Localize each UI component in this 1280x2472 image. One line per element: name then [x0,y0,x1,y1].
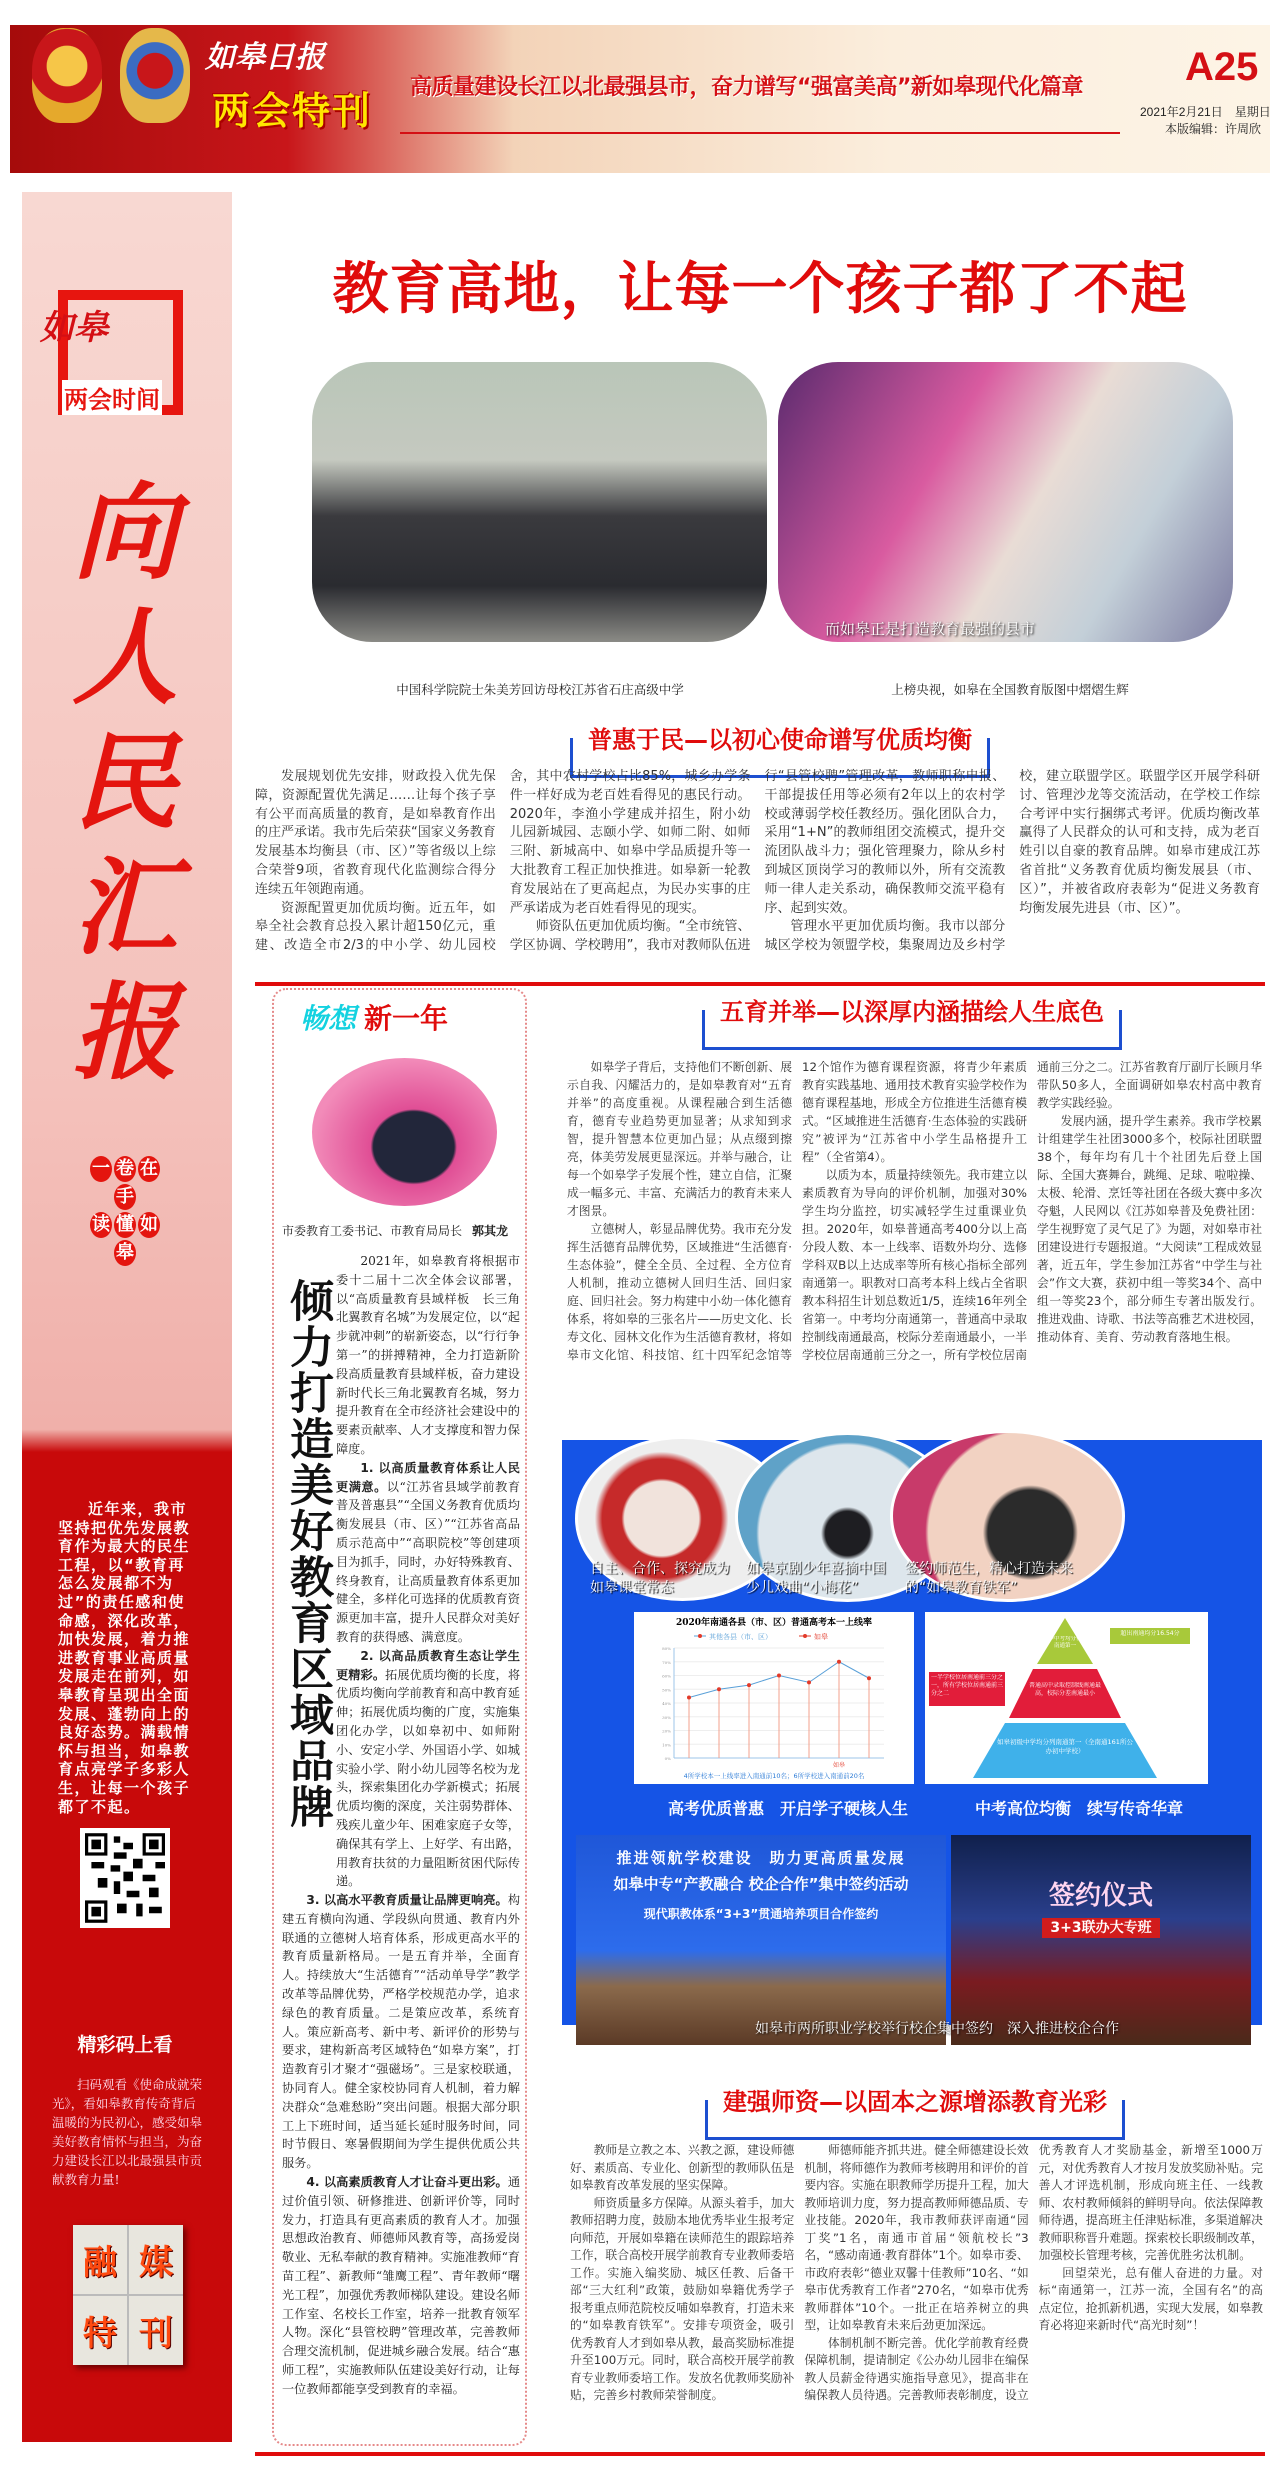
pyramid-caption: 中考高位均衡 续写传奇华章 [975,1799,1184,1818]
banner-text: 现代职教体系“3+3”贯通培养项目合作签约 [643,1907,879,1921]
legend-label: 其他各县（市、区） [709,1633,772,1641]
paragraph: 资源配置更加优质均衡。近五年，如皋全社会教育总投入累计超150亿元，重建、改造全市2/3的中小学、幼儿园校舍，其中农村学校占比85%，城乡办学条件一样好成为老百姓看得见的惠民行动。2020年，李渔小学建成并招生，附小幼儿园新城园、志颐小学、如师二附、如师三附、新城高中、如皋中学品质提升等一大批教育工程正加快推进。如皋新一轮教育发展站在了更高起点，为民办实事的庄严承诺成为老百姓看得见的现实。 [255,769,751,954]
qr-code[interactable] [80,1828,170,1928]
legend-marker [698,1634,702,1638]
paragraph: 以质为本，质量持续领先。我市建立以素质教育为导向的评价机制，加强对30%学生均分监控，切实减轻学生过重课业负担。2020年，如皋普通高考400分以上高分段人数、本一上线率、语数外均分、选修学科双B以上达成率等所有核心指标全部列南通第一。职教对口高考本科上线占全省职教本科招生计划总数近1/5，连续16年列全省第一。中考均分南通第一，普通高中录取控制线南通最高，校际分差南通最小，一半学校位居南通前三分之一，所有学校位居南通前三分之二。江苏省教育厅副厅长顾月华带队50多人，全面调研如皋农村高中教育教学实践经验。 [802,1060,1262,1362]
data-point [867,1676,871,1680]
sidebar-calligraphy-title: 向人民汇报 [72,470,178,1094]
stamp-char: 皋 [114,1240,136,1266]
stamp-char: 读 [90,1212,112,1238]
issue-date: 2021年2月21日 星期日 [1140,105,1271,119]
item-body: 构建五育横向沟通、学段纵向贯通、教育内外联通的立德树人培育体系，形成更高水平的教育质量新格局。一是五育并举，全面育人。持续放大“生活德育”“活动单导学”教学改革等品牌优势，严格学校规范办学，追求绿色的教育质量。二是策应改革，系统育人。策应新高考、新中考、新评价的形势与要求，建构新高考区域特色“如皋方案”，打造教育引才聚才“强磁场”。三是家校联通，协同育人。健全家校协同育人机制，着力解决群众“急难愁盼”突出问题。根据大部分职工上下班时间，适当延长延时服务时间，同时节假日、寒暑假期间为学生提供优质公共服务。 [282,1893,520,2171]
pyramid-svg [925,1612,1208,1784]
interview-vertical-title: 倾力打造美好教育区域品牌 [282,1278,333,1830]
item-title: 1. 以高质量教育体系让人民更满意。 [336,1460,520,1494]
item-title: 3. 以高水平教育质量让品牌更响亮。 [306,1893,508,1908]
circle-caption: 签约师范生，精心打造未来的“如皋教育铁军” [905,1561,1073,1596]
pyramid-top-text: 如皋中考均分位列南通第一 [1043,1636,1087,1649]
portrait-photo [312,1058,497,1206]
section-heading-teachers [705,2088,1125,2140]
page-title: 教育高地，让每一个孩子都了不起 [332,257,1188,322]
item-title: 2. 以高品质教育生态让学生更精彩。 [336,1648,520,1682]
page-editor: 本版编辑：许周欣 [1165,122,1262,136]
banner-text: 签约仪式 [1048,1881,1153,1911]
paragraph: 教师是立教之本、兴教之源，建设师德好、素质高、专业化、创新型的教师队伍是如皋教育改革发展的坚实保障。 [570,2143,795,2192]
stamp-char: 如 [138,1212,160,1238]
stamp-char: 卷 [114,1156,136,1182]
tile: 刊 [129,2296,183,2365]
banner-text: 3+3联办大专班 [1042,1918,1159,1938]
qr-code-icon [85,1833,165,1923]
y-tick-label: 80% [662,1646,671,1651]
stamp-char: 一 [90,1156,112,1182]
photo-caption: 如皋市两所职业学校举行校企集中签约 深入推进校企合作 [755,2021,1119,2037]
cppcc-emblem-icon [120,28,190,123]
item-body: 拓展优质均衡的长度，将优质均衡向学前教育和高中教育延伸；拓展优质均衡的广度，实施集团化办学，以如皋初中、如师附小、安定小学、外国语小学、如城实验小学、附小幼儿园等名校为龙头，探索集团化办学新模式；拓展优质均衡的深度，关注弱势群体、残疾儿童少年、困难家庭子女等，确保其有学上、上好学、有出路，用教育扶贫的力量阻断贫困代际传递。 [336,1667,521,1889]
y-tick-label: 60% [662,1673,671,1679]
y-tick-label: 20% [662,1728,671,1734]
legend-label: 如皋 [814,1633,828,1641]
y-tick-label: 70% [662,1659,671,1665]
y-tick-label: 50% [662,1687,671,1693]
pyramid-diagram [925,1612,1208,1784]
section-heading-five-education [702,998,1122,1050]
data-point [717,1687,721,1691]
banner-text: 推进领航学校建设 助力更高质量发展 [616,1849,906,1867]
paragraph: 体制机制不断完善。优化学前教育经费保障机制，提请制定《公办幼儿园非在编保教人员薪金待遇实施指导意见》，提高非在编保教人员待遇。完善教师表彰制度，设立优秀教育人才奖励基金，新增至1000万元，对优秀教育人才按月发放奖励补贴。完善人才评选机制，形成向班主任、一线教师、农村教师倾斜的鲜明导向。依法保障教师待遇，提高班主任津贴标准，多渠道解决教师职称晋升难题。探索校长职级制改革，加强校长管理考核，完善优胜劣汰机制。 [804,2143,1263,2402]
paragraph: 立德树人，彰显品牌优势。我市充分发挥生活德育品牌优势，区域推进“生活德育·生态体验”，健全全员、全过程、全方位育人机制，推动立德树人回归生活、回归家庭、回归社会。努力构建中小幼一体化德育体系，将如皋的三张名片——历史文化、长寿文化、园林文化作为生活德育教材，将如皋市文化馆、科技馆、红十四军纪念馆等12个馆作为德育课程资源，将青少年素质教育实践基地、通用技术教育实验学校作为德育课程基地，形成全方位推进生活德育模式。“区域推进生活德育·生态体验的实践研究”被评为“江苏省中小学生品格提升工程”（全省第4）。 [567,1060,1027,1362]
paragraph: 发展内涵，提升学生素养。我市学校累计组建学生社团3000多个，校际社团联盟38个，每年均有几十个社团先后登上国际、全国大赛舞台，跳绳、足球、啦啦操、太极、轮滑、烹饪等社团在各级大赛中多次夺魁，人民网以《江苏如皋普及免费社团：学生视野宽了灵气足了》为题，对如皋市社团建设进行专题报道。“大阅读”工程成效显著，近五年，学生参加江苏省“中学生与社会”作文大赛，获初中组一等奖34个、高中组一等奖23个，部分师生专著出版发行。推进戏曲、诗歌、书法等高雅艺术进校园，推动体育、美育、劳动教育落地生根。 [1037,1114,1262,1344]
pyramid-middle-text: 普通高中录取控制线南通最高，校际分差南通最小 [1028,1682,1101,1697]
photo-caption: 上榜央视，如皋在全国教育版图中熠熠生辉 [891,682,1129,697]
photo-academician-visit [312,362,767,642]
paragraph: 2021年，如皋教育将根据市委十二届十二次全体会议部署，以“高质量教育县域样板 长三角北翼教育名城”为发展定位，以“起步就冲刺”的崭新姿态，以“行行争第一”的拼搏精神，全力打造新阶段高质量教育县域样板，奋力建设新时代长三角北翼教育名城，努力提升教育在全市经济社会建设中的要素贡献率、人才支撑度和智力保障度。 [336,1254,520,1456]
person-name: 郭其龙 [472,1224,509,1238]
circle-caption: 自主、合作、探究成为如皋课堂常态 [590,1561,730,1596]
section-body [567,1058,1262,1364]
photo-overlay-text: 而如皋正是打造教育最强的县市 [825,620,1036,638]
divider [255,2452,1265,2456]
sidebar-logo-script: 如皋 [40,308,108,348]
stamp-char: 在 [138,1156,160,1182]
newspaper-logo: 如皋日报 [205,40,325,75]
chart-caption: 高考优质普惠 开启学子硬核人生 [668,1799,909,1818]
section-heading-text: 建强师资—以固本之源增添教育光彩 [715,2082,1115,2118]
page-number: A25 [1185,45,1259,89]
photo-signing-ceremony [576,1835,946,2045]
paragraph: 发展规划优先安排，财政投入优先保障，资源配置优先满足……让每个孩子享有公平而高质量的教育，是如皋教育作出的庄严承诺。我市先后荣获“国家义务教育发展基本均衡县（市、区）”等省级以上综合荣誉9项，省教育现代化监测综合得分连续五年领跑南通。 [255,769,496,897]
item-body: 通过价值引领、研修推进、创新评价等，同时发力，打造具有更高素质的教育人才。加强思想政治教育、师德师风教育等，高扬爱岗敬业、无私奉献的教育精神。实施准教师“育苗工程”、新教师“雏鹰工程”、青年教师“曙光工程”，加强优秀教师梯队建设。建设名师工作室、名校长工作室，培养一批教育领军人物。深化“县管校聘”管理改革，完善教师合理交流机制，促进城乡融合发展。结合“惠师工程”，实施教师队伍建设美好行动，让每一位教师都能享受到教育的幸福。 [282,2175,520,2396]
line-chart [634,1612,914,1784]
section-heading-text: 五育并举—以深厚内涵描绘人生底色 [712,992,1112,1028]
photo-caption: 中国科学院院士朱美芳回访母校江苏省石庄高级中学 [396,682,684,697]
headline-rule [400,132,1120,134]
data-point [687,1696,691,1700]
media-special-tiles [73,2225,183,2365]
y-tick-label: 10% [662,1742,671,1748]
interview-heading-b: 新一年 [364,1002,449,1035]
photo-cctv-report [778,362,1233,642]
sidebar-logo-text: 两会时间 [62,380,162,415]
banner-headline: 高质量建设长江以北最强县市，奋力谱写“强富美高”新如皋现代化篇章 [410,75,1083,100]
special-edition-label: 两会特刊 [212,89,373,133]
chart-title: 2020年南通各县（市、区）普通高考本一上线率 [675,1618,873,1628]
section-body [255,768,1260,956]
pyramid-middle-tag: 一半学校位居南通前三分之一，所有学校位居南通前三分之二 [931,1674,1003,1697]
item-title: 4. 以高素质教育人才让奋斗更出彩。 [306,2175,508,2190]
paragraph: 师德师能齐抓共进。健全师德建设长效机制，将师德作为教师考核聘用和评价的首要内容。实施在职教师学历提升工程，加大教师培训力度，努力提高教师师德品质、专业技能。2020年，我市教师获评南通“园丁奖”1名，南通市首届“领航校长”3名，“感动南通·教育群体”1个。如皋市委、市政府表彰“德业双馨十佳教师”10名、“如皋市优秀教育工作者”270名，“如皋市优秀教师群体”10个。一批正在培养树立的典型，让如皋教育未来后劲更加深远。 [804,2143,1029,2332]
data-point [747,1683,751,1687]
section-body [570,2142,1263,2405]
chart-svg [634,1612,914,1784]
banner-text: 如皋中专“产教融合 校企合作”集中签约活动 [613,1875,909,1893]
person-title: 市委教育工委书记、市教育局局长 [282,1224,463,1238]
y-tick-label: 0% [664,1756,671,1761]
paragraph: 师资队伍更加优质均衡。“全市统管、学区协调、学校聘用”，我市对教师队伍进行“县管校聘”管理改革，教师职称申报、干部提拔任用等必须有2年以上的农村学校或薄弱学校任教经历。强化团队合力，采用“1+N”的教师组团交流模式，提升交流团队战斗力；强化管理聚力，除从乡村到城区顶岗学习的教师以外，所有交流教师一律人走关系动，确保教师交流平稳有序、起到实效。 [509,769,1006,954]
tile: 融 [73,2225,127,2294]
paragraph: 师资质量多方保障。从源头着手，加大教师招聘力度，鼓励本地优秀毕业生报考定向师范，开展如皋籍在读师范生的跟踪培养工作，联合高校开展学前教育专业教师委培工作。实施入编奖励、城区任教、后备干部“三大红利”政策，鼓励如皋籍优秀学子报考重点师范院校反哺如皋教育，打造未来的“如皋教育铁军”。安排专项资金，吸引优秀教育人才到如皋从教，最高奖励标准提升至100万元。同时，联合高校开展学前教育专业教师委培工作。发放名优教师奖励补贴，完善乡村教师荣誉制度。 [570,2195,795,2402]
interview-heading-a: 畅想 [300,1002,357,1035]
y-tick-label: 40% [662,1701,671,1706]
divider [255,982,1265,986]
section-heading-text: 普惠于民—以初心使命谱写优质均衡 [580,720,980,756]
stamp-char: 手 [114,1184,136,1210]
data-point [837,1660,841,1664]
photo-contract-class [951,1835,1251,2045]
interview-body [282,1252,520,2399]
stamp-char: 懂 [114,1212,136,1238]
paragraph: 管理水平更加优质均衡。我市以部分城区学校为领盟学校，集聚周边及乡村学校，建立联盟学区。联盟学区开展学科研讨、管理沙龙等交流活动，在学校工作综合考评中实行捆绑式考评。优质均衡改革赢得了人民群众的认可和支持，成为老百姓引以自豪的教育品牌。如皋市建成江苏省首批“义务教育优质均衡发展县（市、区）”，并被省政府表彰为“促进义务教育均衡发展先进县（市、区）”。 [764,769,1260,954]
circle-caption: 如皋京剧少年喜摘中国少儿戏曲“小梅花” [746,1561,886,1596]
pyramid-top-tag: 超出南通均分16.54分 [1120,1630,1180,1637]
portrait-caption [282,1222,508,1239]
tile: 特 [73,2296,127,2365]
y-tick-label: 30% [662,1714,671,1720]
item-body: 以“江苏省县域学前教育普及普惠县”“全国义务教育优质均衡发展县（市、区）”“江苏省高品质示范高中”“高职院校”等创建项目为抓手，同时，办好特殊教育、终身教育，让高质量教育体系更加健全，多样化可选择的优质教育资源更加丰富，提升人民群众对美好教育的获得感、满意度。 [336,1479,521,1644]
qr-title: 精彩码上看 [77,2034,173,2056]
pyramid-bottom-text: 如皋初级中学均分列南通第一（全南通161所公办初中学校） [997,1738,1133,1755]
chart-footnote: 4所学校本一上线率进入南通前10名；6所学校进入南通前20名 [683,1772,865,1780]
sidebar-stamp [80,1155,170,1267]
sidebar-intro: 近年来，我市坚持把优先发展教育作为最大的民生工程，以“教育再怎么发展都不为过”的责任感和使命感，深化改革，加快发展，着力推进教育事业高质量发展走在前列，如皋教育呈现出全面发展、蓬勃向上的良好态势。满载情怀与担当，如皋教育点亮学子多彩人生，让每一个孩子都了不起。 [58,1500,191,1816]
interview-heading [300,997,448,1037]
tile: 媒 [129,2225,183,2294]
legend-marker [803,1634,807,1638]
data-point [777,1674,781,1678]
paragraph: 如皋学子背后，支持他们不断创新、展示自我、闪耀活力的，是如皋教育对“五育并举”的高度重视。从课程融合到生活德育，德育专业趋势更加显著；从求知到求智，提升智慧本位更加凸显；从点缀到擦亮，体美劳发展更显深远。并举与融合，让每一个如皋学子发展个性，建立自信，汇聚成一幅多元、丰富、充满活力的教育未来人才图景。 [567,1060,792,1218]
x-tick-label: 如皋 [832,1762,846,1769]
data-point [807,1680,811,1684]
qr-description: 扫码观看《使命成就荣光》，看如皋教育传奇背后温暖的为民初心，感受如皋美好教育情怀与担当，为奋力建设长江以北最强县市贡献教育力量! [52,2077,203,2187]
paragraph: 回望荣光，总有催人奋进的力量。对标“南通第一，江苏一流，全国有名”的高点定位，抢抓新机遇，实现大发展，如皋教育必将迎来新时代“高光时刻”！ [1038,2265,1263,2332]
national-emblem-icon [32,28,102,123]
